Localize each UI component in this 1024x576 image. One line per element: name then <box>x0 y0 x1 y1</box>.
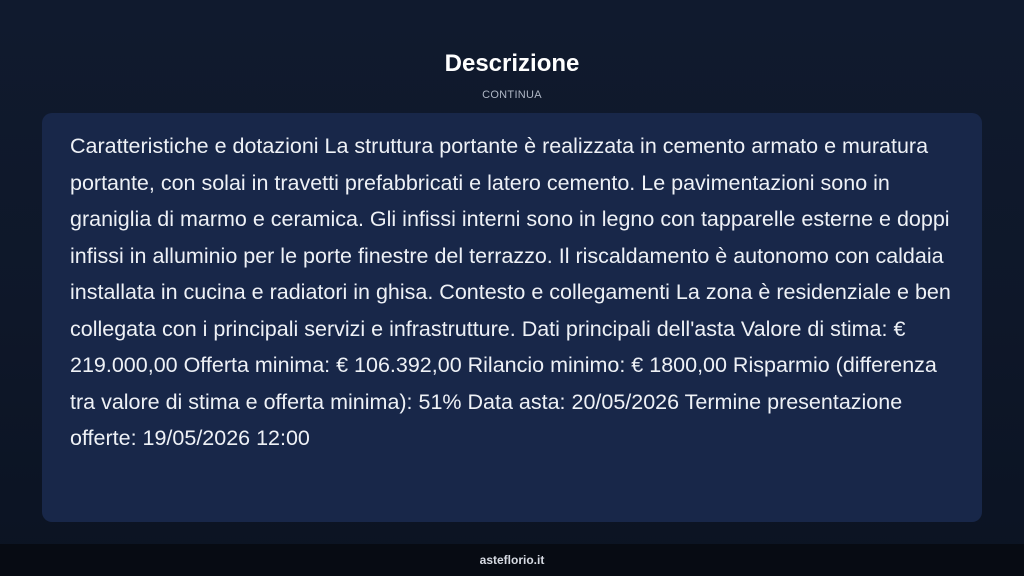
page-title: Descrizione <box>444 50 580 77</box>
page-header <box>0 48 1024 102</box>
description-text: Caratteristiche e dotazioni La struttura portante è realizzata in cemento armato e muratura portante, con solai in travetti prefabbricati e latero cemento. Le pavimentazioni sono in graniglia di marmo e ceramica. Gli infissi interni sono in legno con tapparelle esterne e doppi infissi in alluminio per le porte finestre del terrazzo. Il riscaldamento è autonomo con caldaia installata in cucina e radiatori in ghisa. Contesto e collegamenti La zona è residenziale e ben collegata con i principali servizi e infrastrutture. Dati principali dell'asta Valore di stima: € 219.000,00 Offerta minima: € 106.392,00 Rilancio minimo: € 1800,00 Risparmio (differenza tra valore di stima e offerta minima): 51% Data asta: 20/05/2026 Termine presentazione offerte: 19/05/2026 12:00 <box>70 134 951 450</box>
continue-label: CONTINUA <box>482 89 542 101</box>
footer-bar <box>0 544 1024 576</box>
description-card <box>42 113 982 522</box>
footer-brand: asteflorio.it <box>479 553 545 567</box>
